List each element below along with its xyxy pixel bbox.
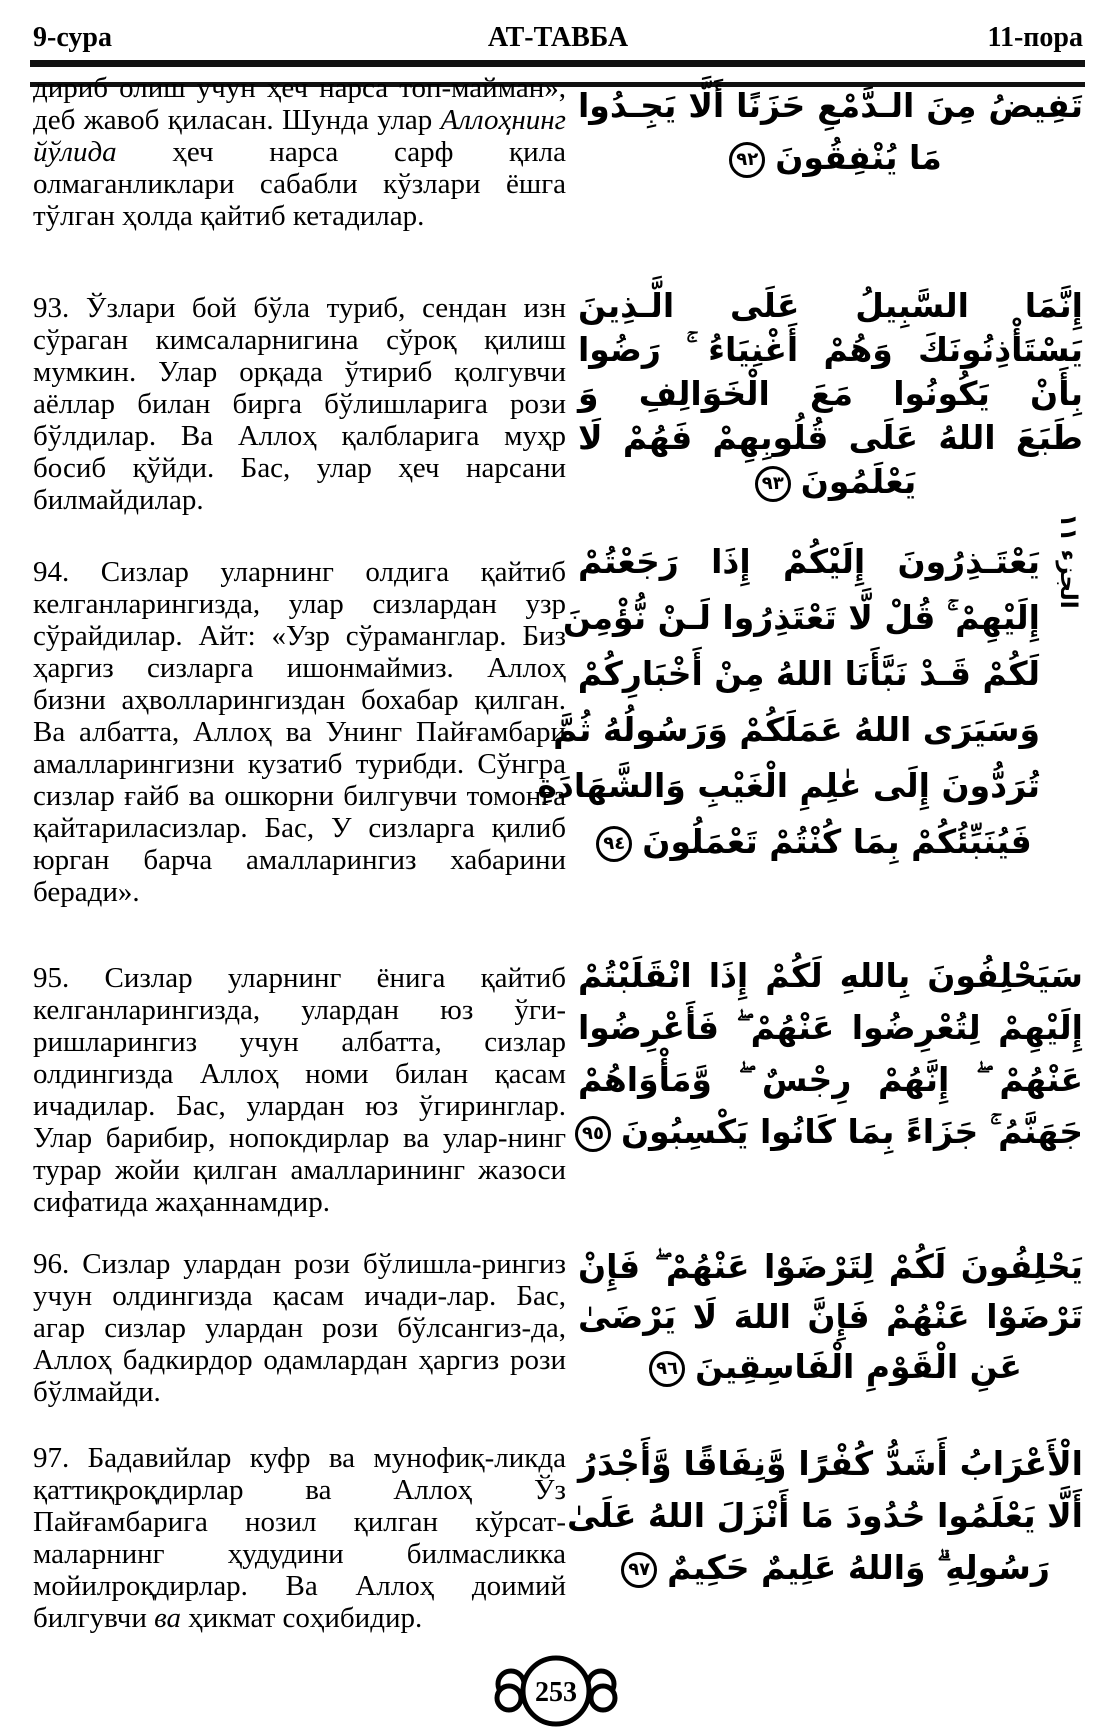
arabic-line <box>578 1342 1083 1392</box>
arabic-line <box>578 460 1083 504</box>
arabic-line <box>578 1292 1083 1342</box>
arabic-text: عَنِ الْقَوْمِ الْفَاسِقِينَ <box>695 1347 1022 1386</box>
translation-paragraph <box>33 556 566 908</box>
arabic-line <box>578 814 1040 870</box>
arabic-line <box>578 328 1083 372</box>
arabic-line <box>578 132 1083 184</box>
arabic-text: تَرْضَوْا عَنْهُمْ فَإِنَّ اللهَ لَا يَرْضَىٰ <box>578 1297 1083 1336</box>
header-sura-title: АТ-ТАВБА <box>487 22 629 53</box>
arabic-text: طَبَعَ اللهُ عَلَى قُلُوبِهِمْ فَهُمْ لَا <box>578 418 1083 457</box>
arabic-line <box>578 372 1083 416</box>
arabic-line <box>537 758 1040 814</box>
arabic-text: يَسْتَأْذِنُونَكَ وَهُمْ أَغْنِيَاءُ ۚ رَضُوا <box>578 330 1083 369</box>
translation-italic-segment: ва <box>154 1602 181 1634</box>
juz-marker <box>1055 495 1081 627</box>
arabic-text: بِأَنْ يَكُونُوا مَعَ الْخَوَالِفِ وَ <box>578 374 1083 413</box>
translation-paragraph <box>33 292 566 516</box>
arabic-line <box>578 416 1083 460</box>
verse-number-circle: ٩٦ <box>649 1351 685 1387</box>
arabic-text: لَكُمْ قَـدْ نَبَّأَنَا اللهُ مِنْ أَخْبَارِكُمْ <box>577 654 1040 693</box>
arabic-text: وَسَيَرَى اللهُ عَمَلَكُمْ وَرَسُولُهُ ثُمَّ <box>553 710 1040 749</box>
translation-paragraph <box>33 962 566 1218</box>
translation-paragraph <box>33 1442 566 1634</box>
translation-segment: 97. Бадавийлар куфр ва мунофиқ-ликда қаттиқроқдирлар ва Аллоҳ Ўз Пайғамбарига нозил қилган кўрсат-маларнинг ҳудудини билмасликка мойилроқдирлар. Ва Аллоҳ доимий билгувчи <box>33 1442 566 1634</box>
arabic-line <box>578 1438 1083 1490</box>
arabic-text: يَحْلِفُونَ لَكُمْ لِتَرْضَوْا عَنْهُمْ ۖ فَإِنْ <box>578 1247 1083 1286</box>
verse-number-circle: ٩٥ <box>575 1116 611 1152</box>
translation-segment: 96. Сизлар улардан рози бўлишла-рингиз учун олдингизда қасам ичади-лар. Бас, агар сизлар улардан рози бўлсангиз-да, Аллоҳ бадкирдор одамлардан ҳаргиз рози бўлмайди. <box>33 1248 566 1408</box>
arabic-text: تُرَدُّونَ إِلَى عٰلِمِ الْغَيْبِ وَالشَّهَادَةِ <box>537 766 1040 805</box>
translation-segment: дириб олиш учун ҳеч нарса топ-майман», деб жавоб қиласан. Шунда улар <box>33 72 566 136</box>
translation-paragraph <box>33 1248 566 1408</box>
translation-segment: 94. Сизлар уларнинг олдига қайтиб келганларингизда, улар сизлардан узр сўрайдилар. Айт: «Узр сўраманглар. Биз ҳаргиз сизларга ишонмаймиз. Аллоҳ бизни аҳволларингиздан бохабар қилган. Ва албатта, Аллоҳ ва Унинг Пайғамбари амалларингизни кузатиб турибди. Сўнгра сизлар ғайб ва ошкорни билгувчи томонга қайтариласизлар. Бас, У сизларга қилиб юрган барча амалларингиз хабарини беради». <box>33 556 566 908</box>
arabic-verse-block <box>578 80 1083 184</box>
arabic-text: أَلَّا يَعْلَمُوا حُدُودَ مَا أَنْزَلَ اللهُ عَلَىٰ <box>567 1496 1083 1535</box>
page-number-ornament <box>482 1648 630 1735</box>
arabic-line <box>578 284 1083 328</box>
arabic-verse-block <box>578 284 1083 504</box>
arabic-verse-block <box>567 1438 1083 1594</box>
verse-number-circle: ٩٣ <box>755 466 791 502</box>
arabic-line <box>578 534 1040 590</box>
arabic-verse-block <box>537 534 1040 870</box>
header-para-number: 11-пора <box>987 22 1083 53</box>
translation-paragraph <box>33 72 566 232</box>
arabic-line <box>567 1490 1083 1542</box>
arabic-text: إِلَيْهِمْ لِتُعْرِضُوا عَنْهُمْ ۖ فَأَعْرِضُوا <box>578 1008 1083 1047</box>
page-number: 253 <box>534 1677 577 1708</box>
arabic-text: سَيَحْلِفُونَ بِاللهِ لَكُمْ إِذَا انْقَلَبْتُمْ <box>578 956 1083 995</box>
arabic-text: جَهَنَّمُ ۚ جَزَاءً بِمَا كَانُوا يَكْسِبُونَ <box>621 1112 1083 1151</box>
arabic-line <box>578 80 1083 132</box>
arabic-line <box>562 590 1040 646</box>
arabic-text: رَسُولِهِ ۗ وَاللهُ عَلِيمٌ حَكِيمٌ <box>667 1548 1050 1587</box>
arabic-text: مَا يُنْفِقُونَ <box>775 138 942 177</box>
arabic-text: يَعْلَمُونَ <box>800 462 917 501</box>
verse-number-circle: ٩٤ <box>596 826 632 862</box>
arabic-line <box>578 1002 1083 1054</box>
header-sura-number: 9-сура <box>33 22 112 53</box>
page-header <box>33 22 1083 58</box>
verse-number-circle: ٩٢ <box>729 142 765 178</box>
translation-segment: 93. Ўзлари бой бўла туриб, сендан изн сўраган кимсаларнигина сўроқ қилиш мумкин. Улар орқада ўтириб қолгувчи аёллар билан бирга бўлишларига рози бўлдилар. Ва Аллоҳ қалбларига муҳр босиб қўйди. Бас, улар ҳеч нарсани билмайдилар. <box>33 292 566 516</box>
arabic-text: إِلَيْهِمْ ۚ قُلْ لَّا تَعْتَذِرُوا لَـنْ نُّؤْمِنَ <box>562 598 1040 637</box>
arabic-line <box>578 1242 1083 1292</box>
arabic-line <box>578 1054 1083 1106</box>
arabic-text: الْأَعْرَابُ أَشَدُّ كُفْرًا وَّنِفَاقًا وَّأَجْدَرُ <box>578 1444 1083 1483</box>
arabic-text: عَنْهُمْ ۖ إِنَّهُمْ رِجْسٌ ۖ وَّمَأْوَاهُمْ <box>578 1060 1083 1099</box>
translation-italic-segment: Аллоҳнинг йўлида <box>33 104 566 168</box>
medallion-icon <box>482 1648 630 1734</box>
arabic-line <box>578 646 1040 702</box>
translation-segment: 95. Сизлар уларнинг ёнига қайтиб келганларингизда, улардан юз ўги-ришларингиз учун албатта, сизлар олдингизда Аллоҳ номи билан қасам ичадилар. Бас, улардан юз ўгиринглар. Улар барибир, нопокдирлар ва улар-нинг турар жойи қилган амалларининг жазоси сифатида жаҳаннамдир. <box>33 962 566 1218</box>
arabic-text: فَيُنَبِّئُكُمْ بِمَا كُنْتُمْ تَعْمَلُونَ <box>642 822 1032 861</box>
arabic-text: يَعْتَـذِرُونَ إِلَيْكُمْ إِذَا رَجَعْتُمْ <box>578 542 1040 581</box>
juz-marker-text: الجزء ١١ <box>1055 513 1081 609</box>
verse-number-circle: ٩٧ <box>621 1552 657 1588</box>
arabic-line <box>578 950 1083 1002</box>
arabic-verse-block <box>578 1242 1083 1392</box>
arabic-line <box>578 1542 1083 1594</box>
arabic-line <box>578 1106 1083 1158</box>
arabic-text: إِنَّمَا السَّبِيلُ عَلَى الَّـذِينَ <box>578 286 1083 325</box>
arabic-verse-block <box>578 950 1083 1158</box>
arabic-text: تَفِيضُ مِنَ الـدَّمْعِ حَزَنًا أَلَّا يَجِـدُوا <box>578 86 1083 125</box>
translation-segment: ҳикмат соҳибидир. <box>180 1602 423 1634</box>
arabic-line <box>553 702 1040 758</box>
translation-segment: ҳеч нарса сарф қила олмаганликлари сабабли кўзлари ёшга тўлган ҳолда қайтиб кетадилар. <box>33 136 566 232</box>
